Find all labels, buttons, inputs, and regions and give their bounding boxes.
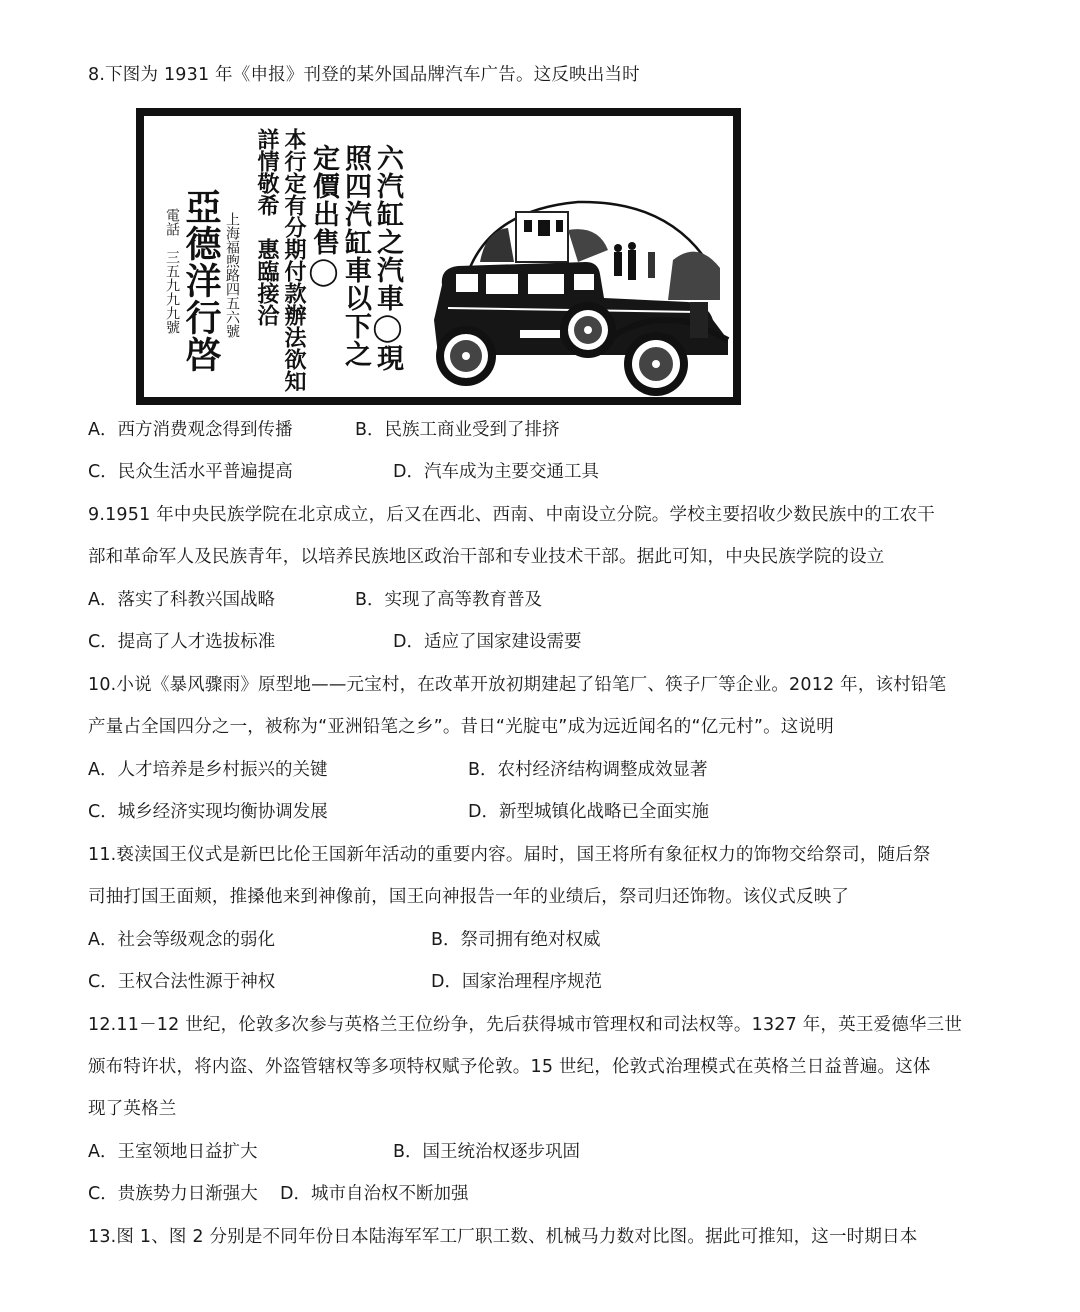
question-11-option-a[interactable]: A．社会等级观念的弱化 [88,930,275,950]
question-9-option-b[interactable]: B．实现了高等教育普及 [355,590,543,610]
question-10-option-d[interactable]: D．新型城镇化战略已全面实施 [468,802,709,822]
question-9-option-c[interactable]: C．提高了人才选拔标准 [88,632,276,652]
question-12-option-a[interactable]: A．王室领地日益扩大 [88,1142,258,1162]
vintage-car-illustration-icon [428,190,738,400]
question-12-option-c[interactable]: C．贵族势力日渐强大 [88,1184,258,1204]
question-9-option-d[interactable]: D．适应了国家建设需要 [393,632,582,652]
ad-text-column-2: 照四汽缸車以下之 [340,144,371,368]
question-11-option-d[interactable]: D．国家治理程序规范 [431,972,602,992]
ad-text-column-5: 詳情敬希 惠臨接洽 [254,128,280,326]
ad-text-column-3: 定價出售◯ [308,144,339,288]
question-10-option-c[interactable]: C．城乡经济实现均衡协调发展 [88,802,328,822]
question-13-stem: 13.图 1、图 2 分别是不同年份日本陆海军军工厂职工数、机械马力数对比图。据此可推知，这一时期日本 [88,1227,918,1247]
question-10-option-a[interactable]: A．人才培养是乡村振兴的关键 [88,760,328,780]
question-8-option-d[interactable]: D．汽车成为主要交通工具 [393,462,599,482]
question-8-stem: 8.下图为 1931 年《申报》刊登的某外国品牌汽车广告。这反映出当时 [88,65,640,85]
ad-address: 上海福煦路四五六號 [224,212,240,338]
ad-company-name: 亞德洋行啓 [180,188,222,373]
question-10-option-b[interactable]: B．农村经济结构调整成效显著 [468,760,708,780]
car-advertisement-figure [136,108,741,405]
question-12-option-d[interactable]: D．城市自治权不断加强 [280,1184,469,1204]
question-10-stem-line-1: 10.小说《暴风骤雨》原型地——元宝村，在改革开放初期建起了铅笔厂、筷子厂等企业。2012 年，该村铅笔 [88,675,947,695]
ad-text-column-4: 本行定有分期付款辦法欲知 [281,128,307,392]
question-11-stem-line-2: 司抽打国王面颊，推搡他来到神像前，国王向神报告一年的业绩后，祭司归还饰物。该仪式反映了 [88,887,850,907]
question-12-option-b[interactable]: B．国王统治权逐步巩固 [393,1142,581,1162]
question-9-stem-line-2: 部和革命军人及民族青年，以培养民族地区政治干部和专业技术干部。据此可知，中央民族学院的设立 [88,547,885,567]
question-12-stem-line-1: 12.11－12 世纪，伦敦多次参与英格兰王位纷争，先后获得城市管理权和司法权等。1327 年，英王爱德华三世 [88,1015,963,1035]
question-11-stem-line-1: 11.亵渎国王仪式是新巴比伦王国新年活动的重要内容。届时，国王将所有象征权力的饰物交给祭司，随后祭 [88,845,931,865]
question-10-stem-line-2: 产量占全国四分之一，被称为“亚洲铅笔之乡”。昔日“光腚屯”成为远近闻名的“亿元村”。这说明 [88,717,834,737]
ad-text-column-1: 六汽缸之汽車◯現 [372,144,403,372]
question-8-option-b[interactable]: B．民族工商业受到了排挤 [355,420,560,440]
question-8-option-a[interactable]: A．西方消费观念得到传播 [88,420,293,440]
question-12-stem-line-2: 颁布特许状，将内盗、外盗管辖权等多项特权赋予伦敦。15 世纪，伦敦式治理模式在英格兰日益普遍。这体 [88,1057,931,1077]
question-11-option-c[interactable]: C．王权合法性源于神权 [88,972,276,992]
question-8-option-c[interactable]: C．民众生活水平普遍提高 [88,462,293,482]
ad-phone: 電話 三五九九九號 [164,208,180,334]
question-9-stem-line-1: 9.1951 年中央民族学院在北京成立，后又在西北、西南、中南设立分院。学校主要招收少数民族中的工农干 [88,505,935,525]
question-11-option-b[interactable]: B．祭司拥有绝对权威 [431,930,601,950]
question-12-stem-line-3: 现了英格兰 [88,1099,177,1119]
question-9-option-a[interactable]: A．落实了科教兴国战略 [88,590,275,610]
